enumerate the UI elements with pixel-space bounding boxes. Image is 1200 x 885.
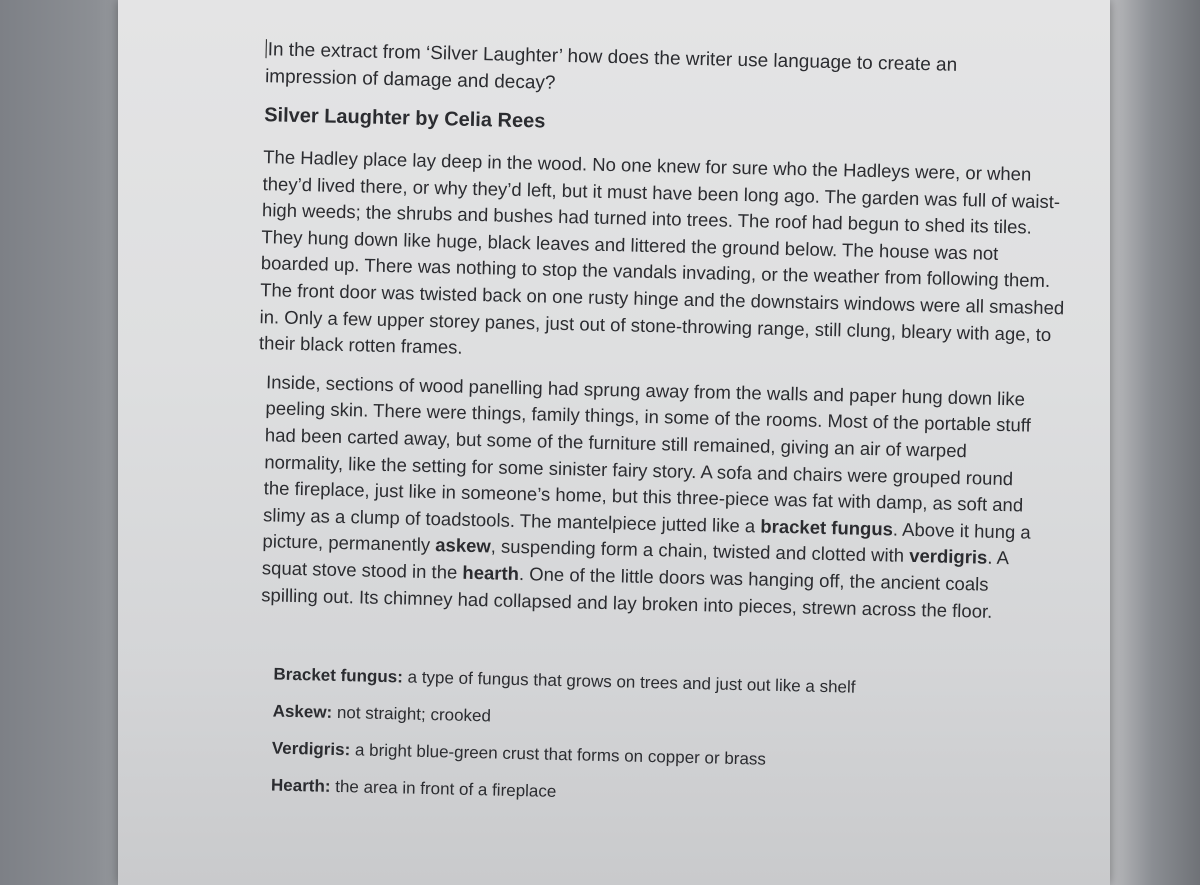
paragraph-2-text-b: . Above it hung a picture, permanently [262,518,1031,556]
paragraph-1: The Hadley place lay deep in the wood. No one knew for sure who the Hadleys were, or when they’d lived there, or why they’d left, but it must have been long ago. The garden was full of waist-high weeds; the shrubs and bushes had turned into trees. The roof had begun to shed its tiles. They hung down like huge, black leaves and littered the ground below. The house was not boarded up. There was nothing to stop the vandals invading, or the weather from following them. The front door was twisted back on one rusty hinge and the downstairs windows were all smashed in. Only a few upper storey panes, just out of stone-throwing range, still clung, bleary with age, to their black rotten frames. [258,146,1065,358]
glossary-item-hearth [271,776,1071,814]
glossary [271,665,1074,814]
paragraph-2-text-d: . A squat stove stood in the [261,546,1009,583]
document-content [240,36,1087,831]
glossary-term: Hearth: [270,775,331,796]
glossary-definition: a bright blue-green crust that forms on copper or brass [354,740,767,769]
paragraph-2-text-e: . One of the little doors was hanging off, the ancient coals spilling out. Its chimney had collapsed and lay broken into pieces, strewn across the floor. [261,562,993,622]
glossary-definition: not straight; crooked [336,703,492,726]
glossary-definition: the area in front of a fireplace [335,777,557,802]
paragraph-2 [261,369,1041,626]
glossary-term: Verdigris: [271,738,351,760]
paragraph-2-text-a: Inside, sections of wood panelling had sprung away from the walls and paper hung down like peeling skin. There were things, family things, in some of the rooms. Most of the portable stuff had been carted away, but some of the furniture still remained, giving an air of warped normality, like the setting for some sinister fairy story. A sofa and chairs were grouped round the fireplace, just like in someone’s home, but this three-piece was fat with damp, as soft and slimy as a clump of toadstools. The mantelpiece jutted like a [262,371,1032,537]
bold-term-hearth: hearth [462,561,520,584]
bold-term-verdigris: verdigris [908,545,988,568]
glossary-term: Askew: [272,701,333,722]
question-label: In the extract from ‘Silver Laughter’ how does the writer use language to create an impression of damage and decay? [264,39,958,94]
bold-term-askew: askew [435,534,492,557]
document-page [118,0,1110,885]
extract-title: Silver Laughter by Celia Rees [263,104,546,133]
glossary-item-verdigris [272,739,1072,777]
glossary-term: Bracket fungus: [273,664,404,687]
question-text[interactable] [265,36,1006,107]
glossary-item-askew [272,702,1072,740]
glossary-item-bracket-fungus [273,665,1073,703]
bold-term-bracket-fungus: bracket fungus [760,515,894,540]
paragraph-2-text-c: , suspending form a chain, twisted and clotted with [490,535,910,567]
glossary-definition: a type of fungus that grows on trees and just out like a shelf [407,667,856,697]
